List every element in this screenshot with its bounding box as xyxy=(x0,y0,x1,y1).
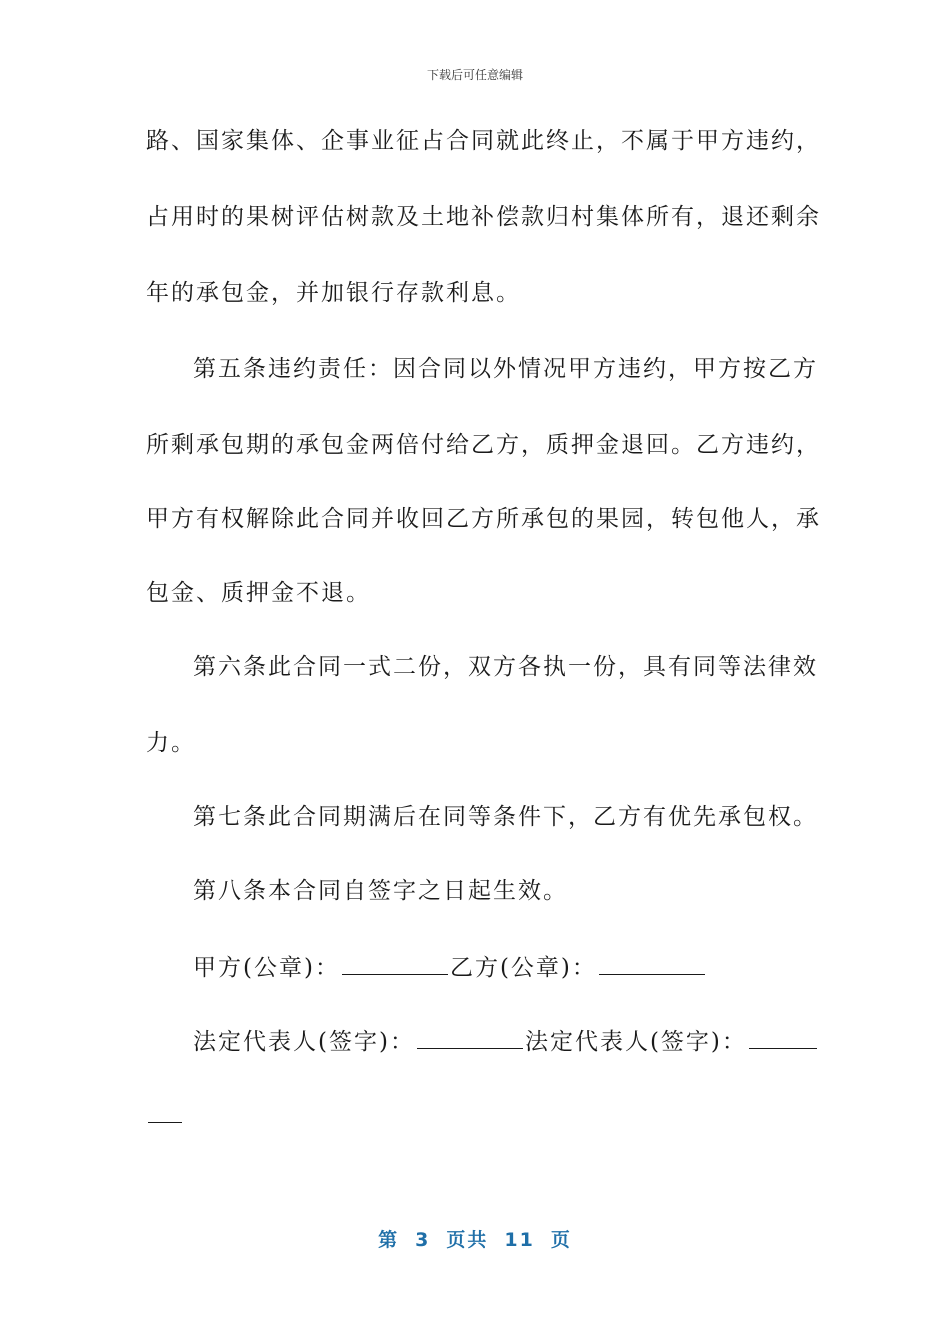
footer-prefix: 第 xyxy=(378,1229,400,1251)
footer-mid: 页共 xyxy=(446,1229,489,1251)
party-b-rep-label: 法定代表人(签字)： xyxy=(524,1029,747,1055)
page-header-note: 下载后可任意编辑 xyxy=(426,68,523,82)
body-line-4: 第五条违约责任：因合同以外情况甲方违约，甲方按乙方 xyxy=(193,356,818,382)
body-line-6: 甲方有权解除此合同并收回乙方所承包的果园，转包他人，承 xyxy=(146,506,821,532)
body-line-9: 力。 xyxy=(146,730,196,756)
party-a-seal-blank xyxy=(342,952,448,975)
body-line-2: 占用时的果树评估树款及土地补偿款归村集体所有，退还剩余 xyxy=(146,204,821,230)
party-b-seal-label: 乙方(公章)： xyxy=(449,955,597,981)
party-b-seal-blank xyxy=(599,952,705,975)
footer-suffix: 页 xyxy=(550,1229,572,1251)
page-footer xyxy=(0,1225,950,1252)
body-line-5: 所剩承包期的承包金两倍付给乙方，质押金退回。乙方违约， xyxy=(146,432,821,458)
body-line-7: 包金、质押金不退。 xyxy=(146,580,371,606)
signature-line-continuation xyxy=(146,1100,184,1131)
footer-page-number: 3 xyxy=(415,1229,431,1251)
signature-line-rep xyxy=(193,1026,819,1057)
party-b-rep-blank-continued xyxy=(148,1100,182,1123)
body-line-11: 第八条本合同自签字之日起生效。 xyxy=(193,878,568,904)
body-line-3: 年的承包金，并加银行存款利息。 xyxy=(146,280,521,306)
body-line-8: 第六条此合同一式二份，双方各执一份，具有同等法律效 xyxy=(193,654,818,680)
party-b-rep-blank xyxy=(749,1026,817,1049)
party-a-rep-blank xyxy=(417,1026,523,1049)
footer-total-pages: 11 xyxy=(504,1229,535,1251)
body-line-10: 第七条此合同期满后在同等条件下，乙方有优先承包权。 xyxy=(193,804,818,830)
body-line-1: 路、国家集体、企事业征占合同就此终止，不属于甲方违约， xyxy=(146,128,821,154)
signature-line-party xyxy=(193,952,707,983)
party-a-rep-label: 法定代表人(签字)： xyxy=(193,1029,415,1055)
party-a-seal-label: 甲方(公章)： xyxy=(193,955,340,981)
